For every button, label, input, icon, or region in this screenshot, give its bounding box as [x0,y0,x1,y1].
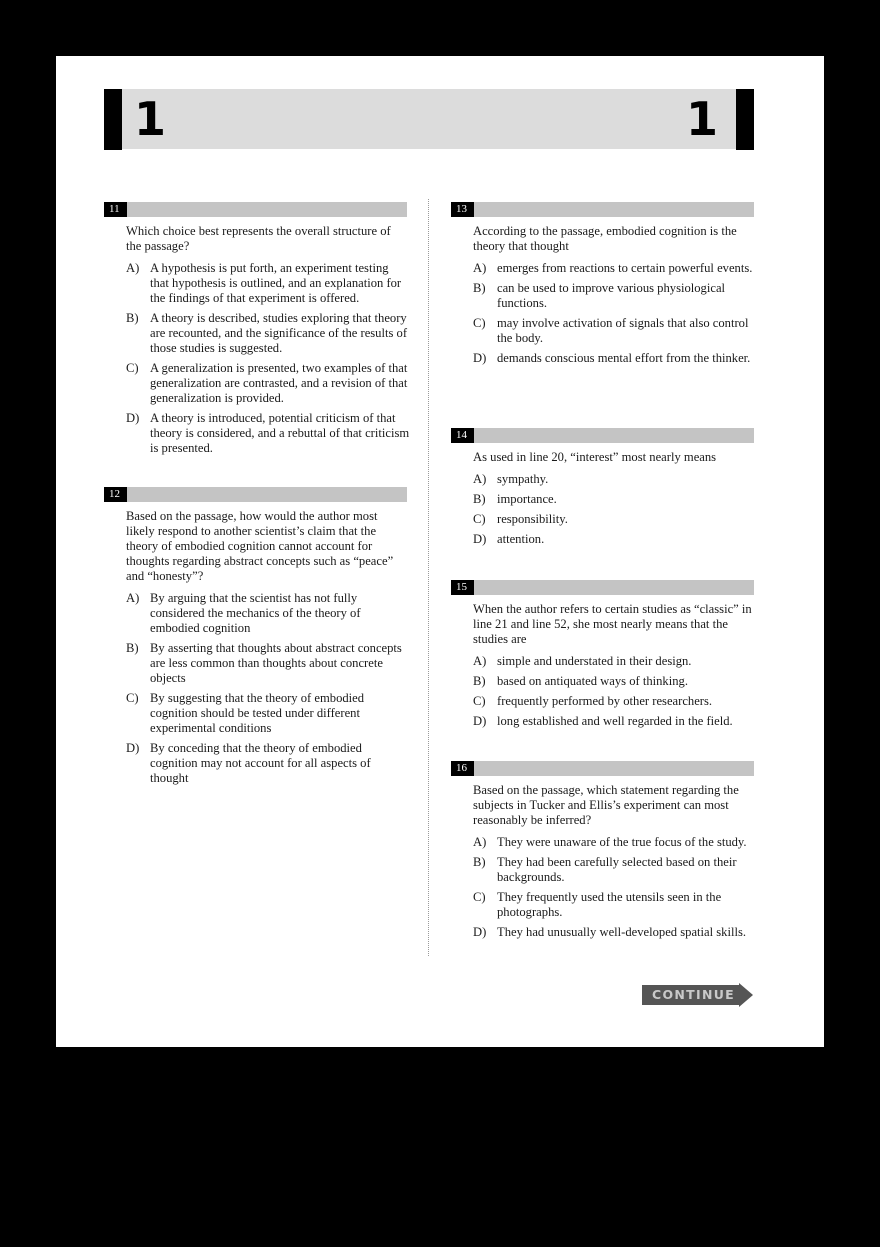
column-divider [428,199,429,956]
choice-letter: B) [473,492,486,506]
choice-text: demands conscious mental effort from the thinker. [497,351,751,365]
answer-choice-d[interactable] [473,714,757,729]
choice-letter: C) [126,691,139,705]
answer-choices [473,835,757,940]
choice-text: A theory is introduced, potential criticism of that theory is considered, and a rebuttal of that criticism is presented. [150,411,410,455]
question-16 [451,761,755,945]
choice-letter: C) [473,512,486,526]
answer-choices [473,261,757,366]
question-bar [104,487,407,502]
question-stem: As used in line 20, “interest” most nearly means [473,450,717,464]
question-stem: Based on the passage, how would the author most likely respond to another scientist’s claim that the theory of embodied cognition cannot account for thoughts regarding abstract concepts such as “peace” and “honesty”? [126,509,394,583]
choice-letter: D) [473,351,487,365]
section-header-fill [122,89,736,149]
choice-letter: C) [473,694,486,708]
answer-choice-b[interactable] [473,281,757,311]
choice-letter: A) [473,261,487,275]
answer-choice-d[interactable] [473,925,757,940]
choice-text: By suggesting that the theory of embodied cognition should be tested under different experimental conditions [150,691,365,735]
choice-text: responsibility. [497,512,568,526]
test-page [56,56,824,1047]
choice-letter: A) [473,654,487,668]
question-11 [104,202,408,461]
answer-choice-c[interactable] [473,694,757,709]
choice-letter: D) [473,532,487,546]
answer-choice-c[interactable] [473,316,757,346]
question-stem: According to the passage, embodied cognition is the theory that thought [473,224,737,253]
answer-choice-c[interactable] [126,691,410,736]
choice-letter: C) [473,890,486,904]
question-bar [451,580,754,595]
question-stem: Which choice best represents the overall structure of the passage? [126,224,391,253]
choice-text: based on antiquated ways of thinking. [497,674,688,688]
question-number: 16 [451,761,474,776]
choice-letter: A) [126,591,140,605]
choice-letter: D) [126,411,140,425]
question-bar [451,428,754,443]
choice-text: can be used to improve various physiological functions. [497,281,726,310]
question-bar [104,202,407,217]
choice-letter: B) [473,674,486,688]
choice-text: They had been carefully selected based on their backgrounds. [497,855,737,884]
question-number: 15 [451,580,474,595]
answer-choice-a[interactable] [473,835,757,850]
choice-letter: A) [473,835,487,849]
choice-letter: B) [126,641,139,655]
question-14 [451,428,755,552]
choice-text: emerges from reactions to certain powerful events. [497,261,753,275]
choice-text: They had unusually well-developed spatial skills. [497,925,747,939]
choice-letter: A) [473,472,487,486]
answer-choice-d[interactable] [473,351,757,366]
question-13 [451,202,755,371]
choice-text: A theory is described, studies exploring that theory are recounted, and the significance of the results of those studies is suggested. [150,311,408,355]
section-header [104,89,754,150]
choice-text: long established and well regarded in the field. [497,714,733,728]
answer-choice-d[interactable] [126,741,410,786]
answer-choice-a[interactable] [126,591,410,636]
answer-choice-c[interactable] [473,512,757,527]
question-12 [104,487,408,791]
choice-letter: B) [126,311,139,325]
choice-text: They were unaware of the true focus of the study. [497,835,747,849]
answer-choice-b[interactable] [126,311,410,356]
choice-text: By asserting that thoughts about abstract concepts are less common than thoughts about concrete objects [150,641,402,685]
question-stem: When the author refers to certain studies as “classic” in line 21 and line 52, she most nearly means that the studies are [473,602,752,646]
answer-choices [126,261,410,456]
choice-letter: B) [473,855,486,869]
continue-label: CONTINUE [652,987,735,1002]
choice-text: A generalization is presented, two examples of that generalization are contrasted, and a revision of that generalization is provided. [150,361,408,405]
section-number-left: 1 [134,92,167,146]
section-number-right: 1 [685,92,718,146]
choice-text: simple and understated in their design. [497,654,692,668]
question-bar [451,761,754,776]
choice-text: A hypothesis is put forth, an experiment testing that hypothesis is outlined, and an explanation for the findings of that experiment is offered. [150,261,402,305]
answer-choice-a[interactable] [473,654,757,669]
choice-text: may involve activation of signals that also control the body. [497,316,749,345]
question-number: 13 [451,202,474,217]
question-15 [451,580,755,734]
choice-letter: A) [126,261,140,275]
answer-choice-c[interactable] [473,890,757,920]
question-stem: Based on the passage, which statement regarding the subjects in Tucker and Ellis’s experiment can most reasonably be inferred? [473,783,739,827]
choice-text: By arguing that the scientist has not fully considered the mechanics of the theory of embodied cognition [150,591,361,635]
section-marker-right [736,89,754,150]
answer-choice-a[interactable] [473,261,757,276]
answer-choice-b[interactable] [473,855,757,885]
answer-choice-d[interactable] [473,532,757,547]
answer-choices [473,472,757,547]
answer-choice-b[interactable] [473,492,757,507]
question-number: 12 [104,487,127,502]
answer-choice-b[interactable] [126,641,410,686]
choice-text: They frequently used the utensils seen in the photographs. [497,890,722,919]
choice-text: importance. [497,492,557,506]
choice-letter: C) [473,316,486,330]
answer-choice-a[interactable] [473,472,757,487]
answer-choice-a[interactable] [126,261,410,306]
choice-text: sympathy. [497,472,549,486]
arrow-right-icon [739,983,753,1007]
choice-letter: D) [126,741,140,755]
choice-text: By conceding that the theory of embodied cognition may not account for all aspects of thought [150,741,371,785]
choice-text: attention. [497,532,545,546]
section-marker-left [104,89,122,150]
answer-choice-c[interactable] [126,361,410,406]
question-number: 11 [104,202,127,217]
question-bar [451,202,754,217]
continue-button[interactable] [642,983,754,1007]
answer-choice-d[interactable] [126,411,410,456]
choice-letter: C) [126,361,139,375]
choice-letter: B) [473,281,486,295]
answer-choices [473,654,757,729]
choice-text: frequently performed by other researchers. [497,694,713,708]
answer-choice-b[interactable] [473,674,757,689]
answer-choices [126,591,410,786]
choice-letter: D) [473,714,487,728]
question-number: 14 [451,428,474,443]
choice-letter: D) [473,925,487,939]
